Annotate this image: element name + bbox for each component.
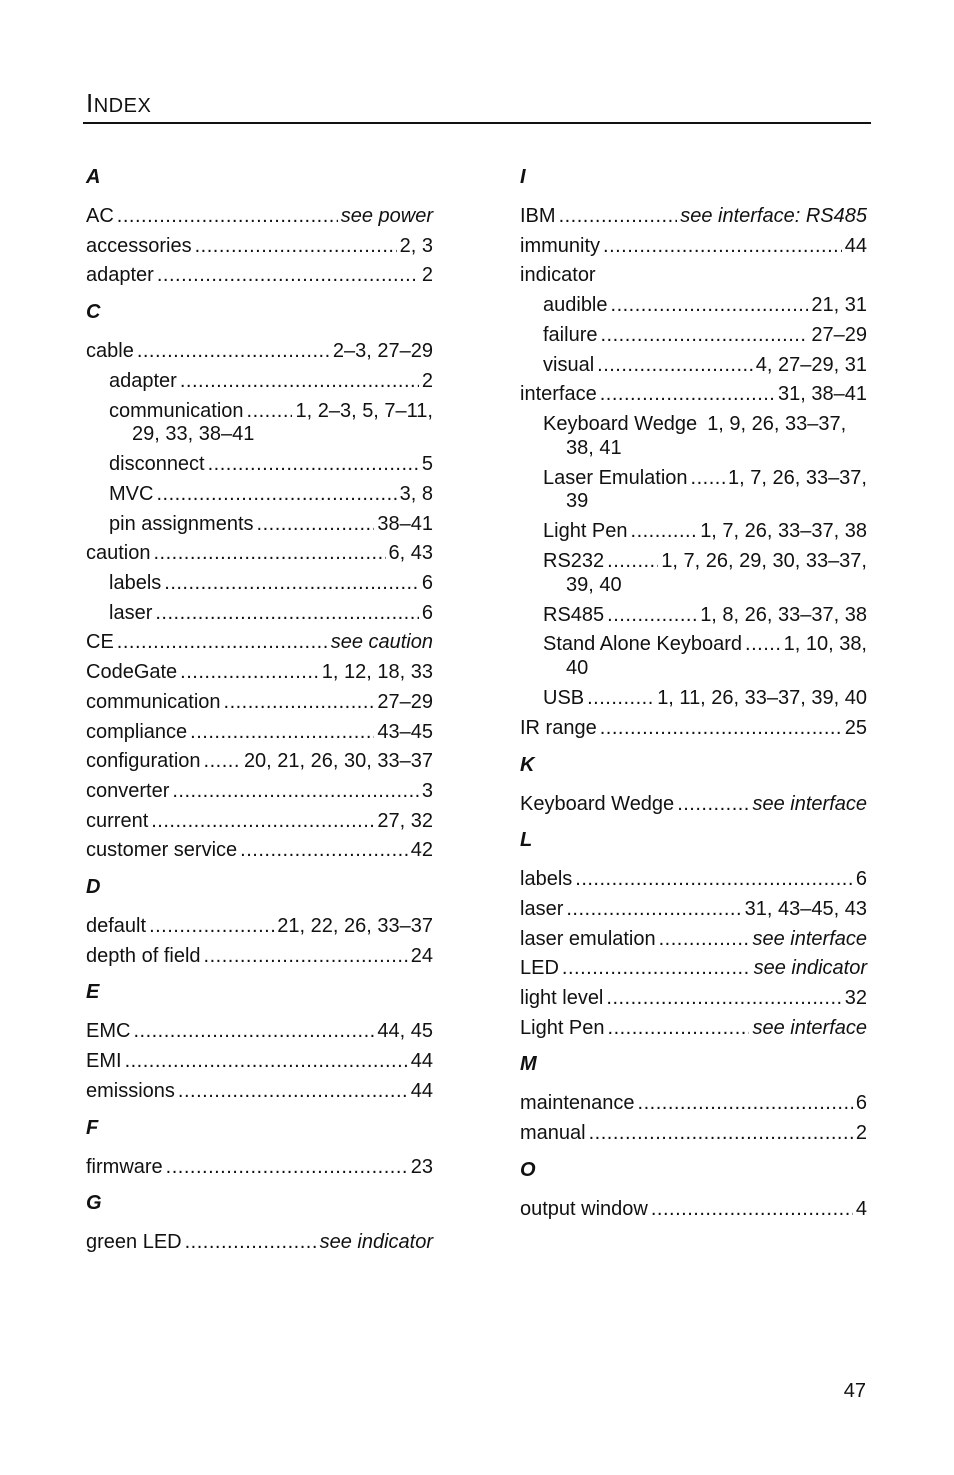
index-entry bbox=[86, 1047, 433, 1077]
index-term: USB bbox=[543, 687, 585, 710]
index-entry-row bbox=[520, 790, 867, 820]
index-entry bbox=[520, 1195, 867, 1225]
index-entry bbox=[520, 684, 867, 714]
dot-leader bbox=[117, 628, 328, 658]
page-references-continued: 39 bbox=[566, 490, 589, 513]
index-term: immunity bbox=[520, 234, 601, 257]
index-entry-row bbox=[86, 1153, 433, 1183]
index-entry-row bbox=[86, 232, 433, 262]
index-entry-row bbox=[86, 777, 433, 807]
section-letter: G bbox=[86, 1192, 102, 1215]
page-references: 3 bbox=[421, 779, 433, 802]
dot-leader bbox=[606, 984, 841, 1014]
page-references: 1, 8, 26, 33–37, 38 bbox=[700, 603, 867, 626]
index-entry bbox=[86, 1228, 433, 1258]
index-entry-row bbox=[520, 1195, 867, 1225]
dot-leader bbox=[125, 1047, 408, 1077]
index-term: EMI bbox=[86, 1050, 122, 1073]
index-term: depth of field bbox=[86, 944, 201, 967]
index-section bbox=[86, 164, 433, 291]
page-references: 6 bbox=[855, 1092, 867, 1115]
index-term: CodeGate bbox=[86, 661, 178, 684]
index-entry-row bbox=[520, 865, 867, 895]
index-entry-row bbox=[520, 321, 867, 351]
dot-leader bbox=[566, 895, 741, 925]
index-entry bbox=[520, 291, 867, 321]
index-term: light level bbox=[520, 987, 604, 1010]
index-section bbox=[520, 752, 867, 820]
index-entry-row bbox=[86, 942, 433, 972]
index-entry-row bbox=[86, 1017, 433, 1047]
dot-leader bbox=[600, 380, 775, 410]
index-term: labels bbox=[520, 868, 573, 891]
index-entry bbox=[86, 777, 433, 807]
dot-leader bbox=[240, 836, 408, 866]
dot-leader bbox=[224, 688, 375, 718]
index-entry-row bbox=[86, 599, 433, 629]
index-section bbox=[86, 979, 433, 1106]
index-entry bbox=[86, 836, 433, 866]
index-entry bbox=[520, 984, 867, 1014]
index-entry-row bbox=[86, 836, 433, 866]
page-references: 44 bbox=[410, 1050, 433, 1073]
page-references: 44, 45 bbox=[377, 1020, 433, 1043]
dot-leader bbox=[208, 450, 419, 480]
index-entry-row bbox=[86, 1077, 433, 1107]
index-entry bbox=[520, 517, 867, 547]
index-entry bbox=[520, 232, 867, 262]
index-entry-row bbox=[86, 337, 433, 367]
index-entry-row bbox=[86, 1228, 433, 1258]
index-term: IR range bbox=[520, 716, 597, 739]
dot-leader bbox=[589, 1119, 853, 1149]
index-term: maintenance bbox=[520, 1092, 635, 1115]
page-references: 2 bbox=[421, 369, 433, 392]
index-entry bbox=[86, 599, 433, 629]
page-number: 47 bbox=[843, 1380, 866, 1402]
index-entry bbox=[86, 688, 433, 718]
page-references: 38–41 bbox=[377, 512, 433, 535]
page-references: 21, 22, 26, 33–37 bbox=[277, 915, 433, 938]
index-term: caution bbox=[86, 542, 151, 565]
index-entry bbox=[86, 397, 433, 447]
page-references-continued: 29, 33, 38–41 bbox=[132, 423, 255, 446]
dot-leader bbox=[611, 291, 809, 321]
header-title-rest: NDEX bbox=[93, 95, 152, 117]
index-entry-row bbox=[86, 1047, 433, 1077]
index-term: IBM bbox=[520, 205, 556, 227]
see-reference: see indicator bbox=[319, 1231, 433, 1254]
index-entry-row bbox=[520, 380, 867, 410]
index-term: Stand Alone Keyboard bbox=[543, 633, 743, 656]
index-entry-row bbox=[86, 539, 433, 569]
page-references: 2 bbox=[421, 264, 433, 287]
see-reference: see indicator bbox=[753, 957, 867, 980]
index-term: manual bbox=[520, 1122, 586, 1145]
section-letter: C bbox=[86, 301, 101, 324]
dot-leader bbox=[659, 925, 750, 955]
dot-leader bbox=[190, 718, 374, 748]
index-entry-row bbox=[86, 658, 433, 688]
dot-leader bbox=[117, 202, 338, 232]
index-term: adapter bbox=[86, 264, 154, 287]
index-entry-row bbox=[520, 232, 867, 262]
see-reference: see interface bbox=[752, 792, 867, 815]
page-references: 2 bbox=[855, 1122, 867, 1145]
page-references: 25 bbox=[844, 716, 867, 739]
page-references: 1, 11, 26, 33–37, 39, 40 bbox=[657, 687, 867, 710]
index-entry bbox=[520, 1119, 867, 1149]
index-entry-row bbox=[86, 367, 433, 397]
index-entry-row bbox=[520, 925, 867, 955]
section-letter: D bbox=[86, 876, 101, 899]
page-references: 42 bbox=[410, 839, 433, 862]
page-references: 31, 38–41 bbox=[778, 383, 867, 406]
index-entry bbox=[86, 658, 433, 688]
index-entry bbox=[86, 337, 433, 367]
page-references: 1, 12, 18, 33 bbox=[321, 661, 433, 684]
dot-leader bbox=[559, 202, 678, 232]
index-entry bbox=[520, 925, 867, 955]
index-entry-row bbox=[86, 569, 433, 599]
index-entry bbox=[520, 321, 867, 351]
page-references: 6 bbox=[855, 868, 867, 891]
index-entry-row bbox=[86, 510, 433, 540]
index-term: configuration bbox=[86, 750, 201, 773]
page-references: 6 bbox=[421, 572, 433, 595]
header-rule bbox=[83, 122, 871, 124]
page-references: 6, 43 bbox=[388, 542, 433, 565]
dot-leader bbox=[156, 480, 396, 510]
index-entry bbox=[520, 202, 867, 232]
index-section bbox=[86, 1190, 433, 1258]
index-term: communication bbox=[109, 399, 244, 422]
index-term: pin assignments bbox=[109, 512, 254, 535]
dot-leader bbox=[600, 321, 808, 351]
section-letter: K bbox=[520, 753, 535, 776]
section-letter: O bbox=[520, 1158, 536, 1181]
index-term: emissions bbox=[86, 1079, 175, 1102]
dot-leader bbox=[185, 1228, 317, 1258]
section-letter: E bbox=[86, 981, 100, 1004]
dot-leader bbox=[164, 569, 419, 599]
index-term: Laser Emulation bbox=[543, 466, 688, 489]
index-entry bbox=[86, 1077, 433, 1107]
section-letter: M bbox=[520, 1053, 537, 1076]
index-entry-row bbox=[520, 954, 867, 984]
page-references: 2, 3 bbox=[399, 234, 433, 257]
index-term: audible bbox=[543, 294, 608, 317]
index-entry-row bbox=[520, 351, 867, 381]
dot-leader bbox=[154, 539, 386, 569]
index-entry bbox=[86, 1153, 433, 1183]
dot-leader bbox=[597, 351, 753, 381]
page-references: 1, 10, 38, bbox=[783, 633, 867, 656]
dot-leader bbox=[587, 684, 654, 714]
page-references: 4 bbox=[855, 1197, 867, 1220]
index-term: current bbox=[86, 809, 149, 832]
page-references: 1, 2–3, 5, 7–11, bbox=[295, 399, 433, 422]
page-references: 44 bbox=[410, 1079, 433, 1102]
index-term: visual bbox=[543, 353, 595, 376]
page-references: 21, 31 bbox=[811, 294, 867, 317]
dot-leader bbox=[172, 777, 419, 807]
index-section bbox=[86, 1115, 433, 1183]
page-references: 27–29 bbox=[377, 690, 433, 713]
index-entry bbox=[520, 895, 867, 925]
index-entry bbox=[520, 351, 867, 381]
dot-leader bbox=[631, 517, 698, 547]
index-entry-row bbox=[520, 601, 867, 631]
page-references-continued: 40 bbox=[566, 657, 589, 680]
index-term: communication bbox=[86, 690, 221, 713]
index-entry bbox=[520, 410, 867, 460]
index-term: green LED bbox=[86, 1231, 182, 1254]
index-entry-row bbox=[86, 718, 433, 748]
index-entry-row bbox=[86, 628, 433, 658]
index-entry bbox=[520, 630, 867, 680]
index-term: Light Pen bbox=[520, 1016, 605, 1039]
index-entry-row bbox=[520, 684, 867, 714]
index-entry bbox=[520, 601, 867, 631]
dot-leader bbox=[137, 337, 330, 367]
index-section bbox=[520, 1051, 867, 1148]
index-entry-row bbox=[520, 291, 867, 321]
dot-leader bbox=[691, 464, 725, 494]
index-term: MVC bbox=[109, 482, 154, 505]
page-references: 24 bbox=[410, 944, 433, 967]
see-reference: see interface bbox=[752, 927, 867, 950]
index-entry bbox=[520, 865, 867, 895]
index-term: default bbox=[86, 915, 147, 938]
index-term: Keyboard Wedge bbox=[520, 792, 675, 815]
index-entry bbox=[86, 942, 433, 972]
index-term: converter bbox=[86, 779, 170, 802]
see-reference: see interface bbox=[752, 1016, 867, 1039]
page-references: 27, 32 bbox=[377, 809, 433, 832]
section-letter: A bbox=[86, 166, 101, 188]
index-entry bbox=[520, 790, 867, 820]
index-entry-row bbox=[86, 480, 433, 510]
index-term: AC bbox=[86, 205, 114, 227]
index-entry-row bbox=[86, 202, 433, 232]
dot-leader bbox=[157, 261, 419, 291]
index-entry bbox=[520, 954, 867, 984]
page-references: 5 bbox=[421, 453, 433, 476]
dot-leader bbox=[603, 232, 842, 262]
dot-leader bbox=[608, 1014, 750, 1044]
index-entry bbox=[520, 1014, 867, 1044]
see-reference: see interface: RS485 bbox=[680, 205, 867, 227]
page-references: 1, 7, 26, 33–37, bbox=[727, 466, 867, 489]
index-entry bbox=[86, 569, 433, 599]
dot-leader bbox=[195, 232, 397, 262]
dot-leader bbox=[677, 790, 749, 820]
page-references: 1, 7, 26, 29, 30, 33–37, bbox=[661, 550, 867, 573]
index-entry bbox=[86, 367, 433, 397]
index-entry-row bbox=[86, 261, 433, 291]
index-entry bbox=[86, 232, 433, 262]
see-reference: see caution bbox=[330, 631, 433, 654]
index-entry bbox=[520, 714, 867, 744]
index-entry bbox=[86, 807, 433, 837]
section-letter: L bbox=[520, 829, 533, 852]
dot-leader bbox=[133, 1017, 374, 1047]
index-entry bbox=[520, 380, 867, 410]
index-term: accessories bbox=[86, 234, 192, 257]
index-term: customer service bbox=[86, 839, 238, 862]
index-term: EMC bbox=[86, 1020, 131, 1043]
header-title-initial: I bbox=[86, 88, 94, 118]
dot-leader bbox=[607, 601, 697, 631]
page-references: 44 bbox=[844, 234, 867, 257]
dot-leader bbox=[180, 367, 419, 397]
index-term: output window bbox=[520, 1197, 648, 1220]
index-section bbox=[520, 164, 867, 744]
index-entry-row bbox=[520, 517, 867, 547]
index-term: LED bbox=[520, 957, 559, 980]
index-entry bbox=[520, 464, 867, 514]
dot-leader bbox=[155, 599, 419, 629]
index-term: compliance bbox=[86, 720, 188, 743]
dot-leader bbox=[178, 1077, 408, 1107]
dot-leader bbox=[562, 954, 751, 984]
dot-leader bbox=[257, 510, 375, 540]
index-entry bbox=[86, 747, 433, 777]
index-entry-row bbox=[520, 895, 867, 925]
index-section bbox=[86, 874, 433, 971]
page-references: 27–29 bbox=[811, 323, 867, 346]
index-term: firmware bbox=[86, 1155, 163, 1178]
index-column-left bbox=[86, 160, 433, 1266]
dot-leader bbox=[575, 865, 853, 895]
page-references-continued: 38, 41 bbox=[566, 436, 622, 459]
index-term: cable bbox=[86, 340, 134, 363]
index-entry-row bbox=[520, 261, 867, 291]
see-reference: see power bbox=[340, 205, 433, 227]
index-entry bbox=[86, 510, 433, 540]
page-references: 23 bbox=[410, 1155, 433, 1178]
dot-leader bbox=[204, 942, 408, 972]
index-term: RS232 bbox=[543, 550, 605, 573]
index-term: disconnect bbox=[109, 453, 205, 476]
dot-leader bbox=[745, 630, 781, 660]
index-term: RS485 bbox=[543, 603, 605, 626]
dot-leader bbox=[149, 912, 274, 942]
index-term: failure bbox=[543, 323, 598, 346]
page-references: 1, 7, 26, 33–37, 38 bbox=[700, 520, 867, 543]
index-section bbox=[86, 299, 433, 866]
index-entry bbox=[86, 912, 433, 942]
index-section bbox=[520, 827, 867, 1043]
page-references: 31, 43–45, 43 bbox=[744, 897, 867, 920]
index-entry bbox=[520, 261, 867, 291]
dot-leader bbox=[166, 1153, 408, 1183]
index-entry-row bbox=[86, 747, 433, 777]
index-entry-row bbox=[520, 202, 867, 232]
dot-leader bbox=[180, 658, 319, 688]
index-entry bbox=[86, 718, 433, 748]
page-references: 2–3, 27–29 bbox=[332, 340, 433, 363]
index-term: Keyboard Wedge bbox=[543, 412, 698, 435]
page-references: 6 bbox=[421, 601, 433, 624]
index-entry-row bbox=[86, 807, 433, 837]
page-references: 4, 27–29, 31 bbox=[755, 353, 867, 376]
index-entry bbox=[520, 547, 867, 597]
index-entry bbox=[86, 261, 433, 291]
index-term: adapter bbox=[109, 369, 177, 392]
dot-leader bbox=[638, 1089, 853, 1119]
dot-leader bbox=[204, 747, 241, 777]
index-entry-row bbox=[520, 1119, 867, 1149]
page-references: 3, 8 bbox=[399, 482, 433, 505]
index-term: laser emulation bbox=[520, 927, 656, 950]
index-entry-row bbox=[86, 450, 433, 480]
index-entry-row bbox=[86, 688, 433, 718]
index-term: CE bbox=[86, 631, 114, 654]
index-column-right bbox=[520, 160, 867, 1233]
index-term: interface bbox=[520, 383, 597, 406]
section-letter: F bbox=[86, 1116, 99, 1139]
page-references: 1, 9, 26, 33–37, bbox=[707, 412, 847, 435]
index-entry bbox=[86, 450, 433, 480]
index-term: laser bbox=[520, 897, 564, 920]
index-term: laser bbox=[109, 601, 153, 624]
page-references: 43–45 bbox=[377, 720, 433, 743]
dot-leader bbox=[600, 714, 842, 744]
dot-leader bbox=[151, 807, 374, 837]
page-references: 32 bbox=[844, 987, 867, 1010]
index-entry-row bbox=[86, 912, 433, 942]
index-entry bbox=[86, 628, 433, 658]
index-entry-row bbox=[520, 984, 867, 1014]
index-term: indicator bbox=[520, 264, 596, 287]
index-entry bbox=[86, 539, 433, 569]
page-references-continued: 39, 40 bbox=[566, 573, 622, 596]
index-term: Light Pen bbox=[543, 520, 628, 543]
dot-leader bbox=[651, 1195, 853, 1225]
section-letter: I bbox=[520, 166, 526, 188]
page-header-title bbox=[86, 88, 151, 119]
index-entry bbox=[86, 202, 433, 232]
index-entry bbox=[86, 480, 433, 510]
page-references: 20, 21, 26, 30, 33–37 bbox=[243, 750, 433, 773]
index-entry bbox=[86, 1017, 433, 1047]
index-entry-row bbox=[520, 714, 867, 744]
index-entry-row bbox=[520, 1014, 867, 1044]
index-entry bbox=[520, 1089, 867, 1119]
index-term: labels bbox=[109, 572, 162, 595]
index-section bbox=[520, 1157, 867, 1225]
index-entry-row bbox=[520, 1089, 867, 1119]
